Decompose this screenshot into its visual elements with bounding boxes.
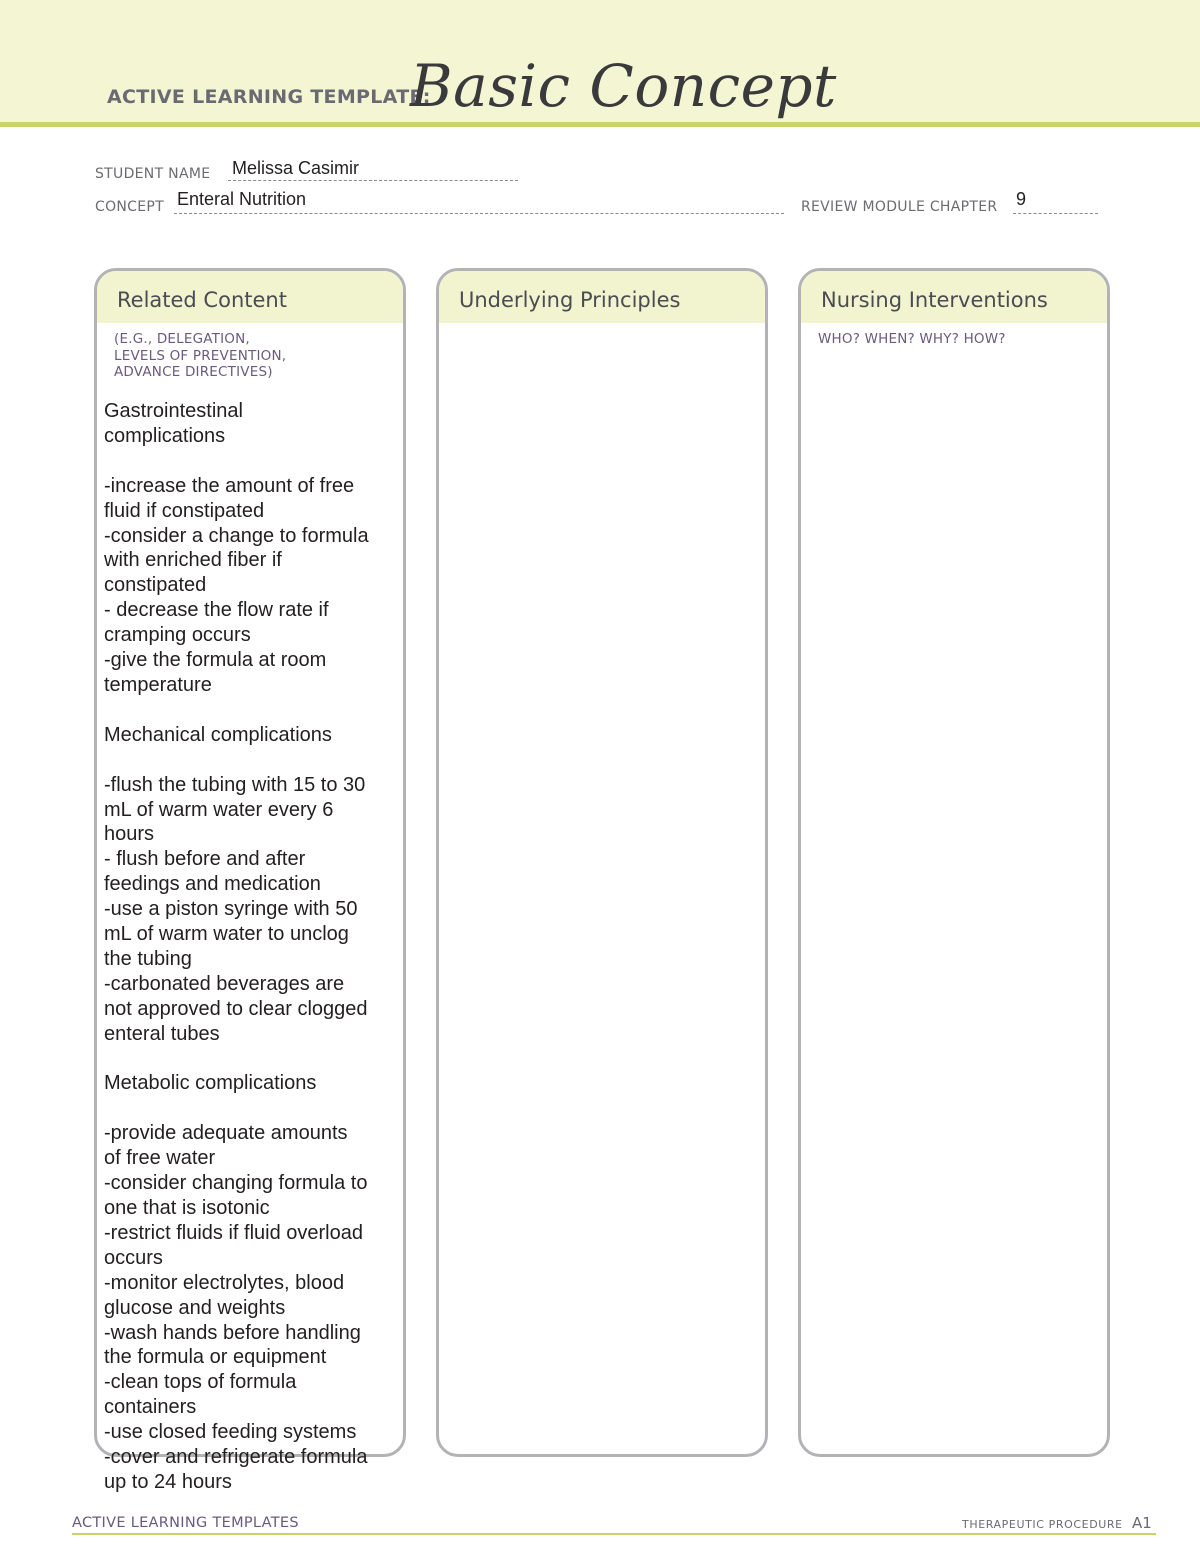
nursing-interventions-hint: WHO? WHEN? WHY? HOW? bbox=[818, 331, 1006, 347]
review-module-field[interactable]: 9 bbox=[1016, 189, 1027, 209]
footer-left-label: ACTIVE LEARNING TEMPLATES bbox=[72, 1515, 299, 1531]
concept-field[interactable]: Enteral Nutrition bbox=[177, 189, 307, 209]
nursing-interventions-box bbox=[798, 268, 1110, 1457]
concept-line bbox=[174, 213, 784, 214]
footer-divider bbox=[72, 1533, 1156, 1535]
footer-page-code: A1 bbox=[1132, 1514, 1152, 1532]
review-module-label: REVIEW MODULE CHAPTER bbox=[801, 199, 998, 215]
underlying-principles-box bbox=[436, 268, 768, 1457]
related-content-text[interactable]: Gastrointestinal complications -increase the amount of free fluid if constipated -consider a change to formula with enriched fiber if constipated - decrease the flow rate if cramping occurs -give the formula at room temperature Mechanical complications -flush the tubing with 15 to 30 mL of warm water every 6 hours - flush before and after feedings and medication -use a piston syringe with 50 mL of warm water to unclog the tubing -carbonated beverages are not approved to clear clogged enteral tubes Metabolic complications -provide adequate amounts of free water -consider changing formula to one that is isotonic -restrict fluids if fluid overload occurs -monitor electrolytes, blood glucose and weights -wash hands before handling the formula or equipment -clean tops of formula containers -use closed feeding systems -cover and refrigerate formula up to 24 hours bbox=[104, 400, 369, 1493]
student-name-field[interactable]: Melissa Casimir bbox=[232, 158, 360, 178]
related-content-hint: (E.G., DELEGATION, LEVELS OF PREVENTION, ADVANCE DIRECTIVES) bbox=[114, 331, 287, 380]
footer-right-label: THERAPEUTIC PROCEDURE bbox=[962, 1518, 1123, 1531]
template-label: ACTIVE LEARNING TEMPLATE: bbox=[107, 86, 431, 108]
nursing-interventions-title: Nursing Interventions bbox=[821, 288, 1048, 312]
related-content-title: Related Content bbox=[117, 288, 287, 312]
student-name-line bbox=[228, 180, 518, 181]
underlying-principles-title: Underlying Principles bbox=[459, 288, 681, 312]
related-content-box bbox=[94, 268, 406, 1493]
concept-label: CONCEPT bbox=[95, 199, 164, 215]
header-divider bbox=[0, 122, 1200, 127]
template-title: Basic Concept bbox=[410, 52, 837, 120]
review-module-line bbox=[1013, 213, 1098, 214]
student-name-label: STUDENT NAME bbox=[95, 166, 211, 182]
